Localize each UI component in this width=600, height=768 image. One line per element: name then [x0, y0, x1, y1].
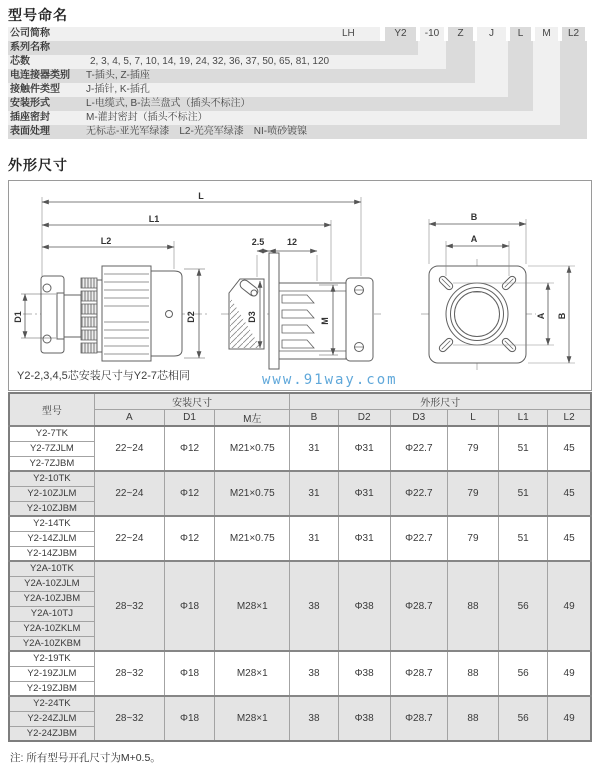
- model-cell: Y2A-10TJ: [9, 606, 94, 621]
- naming-code-10: -10: [420, 27, 444, 41]
- naming-value: LH: [342, 28, 355, 39]
- model-cell: Y2-7TK: [9, 426, 94, 441]
- naming-value: M-灌封密封（插头不标注）: [86, 112, 208, 123]
- value-cell: 51: [499, 426, 548, 471]
- header-col-L: L: [447, 410, 498, 427]
- value-cell: M28×1: [215, 651, 290, 696]
- value-cell: M21×0.75: [215, 471, 290, 516]
- value-cell: M21×0.75: [215, 426, 290, 471]
- value-cell: 56: [499, 561, 548, 651]
- value-cell: 49: [548, 696, 591, 741]
- naming-row-company: [8, 27, 592, 41]
- value-cell: 28~32: [94, 651, 164, 696]
- naming-value: J-插针, K-插孔: [86, 84, 150, 95]
- model-cell: Y2-10ZJBM: [9, 501, 94, 516]
- value-cell: 79: [447, 516, 498, 561]
- model-cell: Y2-7ZJBM: [9, 456, 94, 471]
- value-cell: 45: [548, 516, 591, 561]
- model-cell: Y2-10TK: [9, 471, 94, 486]
- naming-label: 电连接器类别: [10, 70, 70, 81]
- naming-row-series: [8, 41, 592, 55]
- drawing-note: Y2-2,3,4,5芯安装尺寸与Y2-7芯相同: [17, 370, 190, 382]
- model-cell: Y2A-10ZJLM: [9, 576, 94, 591]
- header-install-dims: 安装尺寸: [94, 393, 290, 410]
- technical-drawing-box: [8, 180, 592, 391]
- value-cell: Φ12: [164, 426, 214, 471]
- value-cell: 49: [548, 561, 591, 651]
- value-cell: 22~24: [94, 516, 164, 561]
- value-cell: Φ31: [338, 426, 390, 471]
- dim-label-L: L: [198, 191, 204, 201]
- header-outline-dims: 外形尺寸: [290, 393, 591, 410]
- table-row: [9, 426, 591, 441]
- value-cell: 56: [499, 696, 548, 741]
- value-cell: 88: [447, 561, 498, 651]
- value-cell: 22~24: [94, 471, 164, 516]
- naming-label: 插座密封: [10, 112, 50, 123]
- dim-label-2-5: 2.5: [251, 237, 265, 247]
- naming-code-l: L: [510, 27, 531, 41]
- naming-label: 表面处理: [10, 126, 50, 137]
- value-cell: 88: [447, 651, 498, 696]
- naming-code-m: M: [535, 27, 558, 41]
- value-cell: M28×1: [215, 696, 290, 741]
- naming-code-z: Z: [448, 27, 473, 41]
- model-cell: Y2-24TK: [9, 696, 94, 711]
- value-cell: 38: [290, 561, 338, 651]
- naming-row-finish: [8, 125, 592, 139]
- naming-row-contact-type: [8, 83, 592, 97]
- model-cell: Y2-19TK: [9, 651, 94, 666]
- dim-label-M: M: [320, 317, 330, 325]
- value-cell: 88: [447, 696, 498, 741]
- header-col-B: B: [290, 410, 338, 427]
- dim-label-A-right: A: [536, 312, 546, 320]
- value-cell: Φ38: [338, 696, 390, 741]
- table-row: [9, 651, 591, 666]
- model-cell: Y2-7ZJLM: [9, 441, 94, 456]
- dim-label-D2: D2: [186, 311, 196, 323]
- value-cell: 51: [499, 516, 548, 561]
- value-cell: Φ38: [338, 651, 390, 696]
- spec-table: [8, 392, 592, 742]
- dim-label-L1: L1: [148, 214, 160, 224]
- model-cell: Y2A-10ZKLM: [9, 621, 94, 636]
- naming-label: 系列名称: [10, 42, 50, 53]
- value-cell: Φ28.7: [390, 561, 447, 651]
- naming-row-cores: [8, 55, 592, 69]
- naming-row-connector-type: [8, 69, 592, 83]
- value-cell: 79: [447, 471, 498, 516]
- value-cell: Φ28.7: [390, 651, 447, 696]
- value-cell: 45: [548, 471, 591, 516]
- value-cell: Φ31: [338, 516, 390, 561]
- value-cell: Φ38: [338, 561, 390, 651]
- value-cell: M21×0.75: [215, 516, 290, 561]
- value-cell: Φ22.7: [390, 426, 447, 471]
- naming-label: 芯数: [10, 56, 30, 67]
- table-body: [9, 426, 591, 741]
- header-col-M: M左: [215, 410, 290, 427]
- model-cell: Y2-19ZJBM: [9, 681, 94, 696]
- value-cell: 45: [548, 426, 591, 471]
- section-title-dimensions: 外形尺寸: [8, 157, 68, 173]
- header-col-D1: D1: [164, 410, 214, 427]
- model-cell: Y2-19ZJLM: [9, 666, 94, 681]
- naming-value: L-电缆式, B-法兰盘式（插头不标注）: [86, 98, 251, 109]
- header-col-L2: L2: [548, 410, 591, 427]
- header-col-D2: D2: [338, 410, 390, 427]
- model-cell: Y2A-10ZJBM: [9, 591, 94, 606]
- model-cell: Y2-24ZJBM: [9, 726, 94, 741]
- flange-front-view: [421, 219, 575, 370]
- value-cell: 31: [290, 426, 338, 471]
- table-row: [9, 471, 591, 486]
- value-cell: 28~32: [94, 561, 164, 651]
- dim-label-B-right: B: [557, 312, 567, 320]
- value-cell: Φ12: [164, 516, 214, 561]
- naming-code-y2: Y2: [385, 27, 416, 41]
- naming-value: T-插头, Z-插座: [86, 70, 150, 81]
- dim-label-D1: D1: [13, 311, 23, 323]
- value-cell: 22~24: [94, 426, 164, 471]
- table-header-row-cols: [9, 410, 591, 427]
- value-cell: 28~32: [94, 696, 164, 741]
- naming-row-sealing: [8, 111, 592, 125]
- header-col-L1: L1: [499, 410, 548, 427]
- table-header-row-groups: [9, 393, 591, 410]
- value-cell: Φ22.7: [390, 471, 447, 516]
- value-cell: M28×1: [215, 561, 290, 651]
- value-cell: 38: [290, 696, 338, 741]
- table-footnote: 注: 所有型号开孔尺寸为M+0.5。: [10, 752, 161, 764]
- model-cell: Y2A-10TK: [9, 561, 94, 576]
- value-cell: 79: [447, 426, 498, 471]
- naming-code-j: J: [477, 27, 506, 41]
- dim-label-12: 12: [286, 237, 298, 247]
- section-title-naming: 型号命名: [8, 7, 68, 23]
- dim-label-D3: D3: [247, 311, 257, 323]
- model-cell: Y2-14ZJBM: [9, 546, 94, 561]
- dim-label-L2: L2: [100, 236, 112, 246]
- value-cell: 31: [290, 471, 338, 516]
- model-cell: Y2-24ZJLM: [9, 711, 94, 726]
- dim-label-B-top: B: [470, 212, 478, 222]
- value-cell: Φ18: [164, 696, 214, 741]
- header-model: 型号: [9, 393, 94, 426]
- watermark: www.91way.com: [262, 372, 398, 388]
- receptacle-side-view: [221, 253, 381, 369]
- header-col-A: A: [94, 410, 164, 427]
- model-cell: Y2A-10ZKBM: [9, 636, 94, 651]
- model-cell: Y2-14TK: [9, 516, 94, 531]
- naming-code-l2: L2: [562, 27, 585, 41]
- table-row: [9, 696, 591, 711]
- naming-row-mounting: [8, 97, 592, 111]
- dim-label-A-top: A: [470, 234, 478, 244]
- naming-label: 公司简称: [10, 28, 50, 39]
- value-cell: Φ28.7: [390, 696, 447, 741]
- value-cell: 56: [499, 651, 548, 696]
- table-row: [9, 561, 591, 576]
- value-cell: Φ18: [164, 561, 214, 651]
- naming-value: 无标志-亚光军绿漆 L2-光亮军绿漆 NI-喷砂镀镍: [86, 126, 308, 137]
- header-col-D3: D3: [390, 410, 447, 427]
- value-cell: 49: [548, 651, 591, 696]
- table-row: [9, 516, 591, 531]
- model-cell: Y2-14ZJLM: [9, 531, 94, 546]
- technical-drawing: [9, 181, 591, 390]
- naming-label: 安装形式: [10, 98, 50, 109]
- value-cell: 38: [290, 651, 338, 696]
- naming-label: 接触件类型: [10, 84, 60, 95]
- value-cell: 31: [290, 516, 338, 561]
- value-cell: 51: [499, 471, 548, 516]
- model-cell: Y2-10ZJLM: [9, 486, 94, 501]
- value-cell: Φ12: [164, 471, 214, 516]
- value-cell: Φ31: [338, 471, 390, 516]
- value-cell: Φ18: [164, 651, 214, 696]
- naming-value: 2, 3, 4, 5, 7, 10, 14, 19, 24, 32, 36, 37, 50, 65, 81, 120: [90, 56, 330, 67]
- value-cell: Φ22.7: [390, 516, 447, 561]
